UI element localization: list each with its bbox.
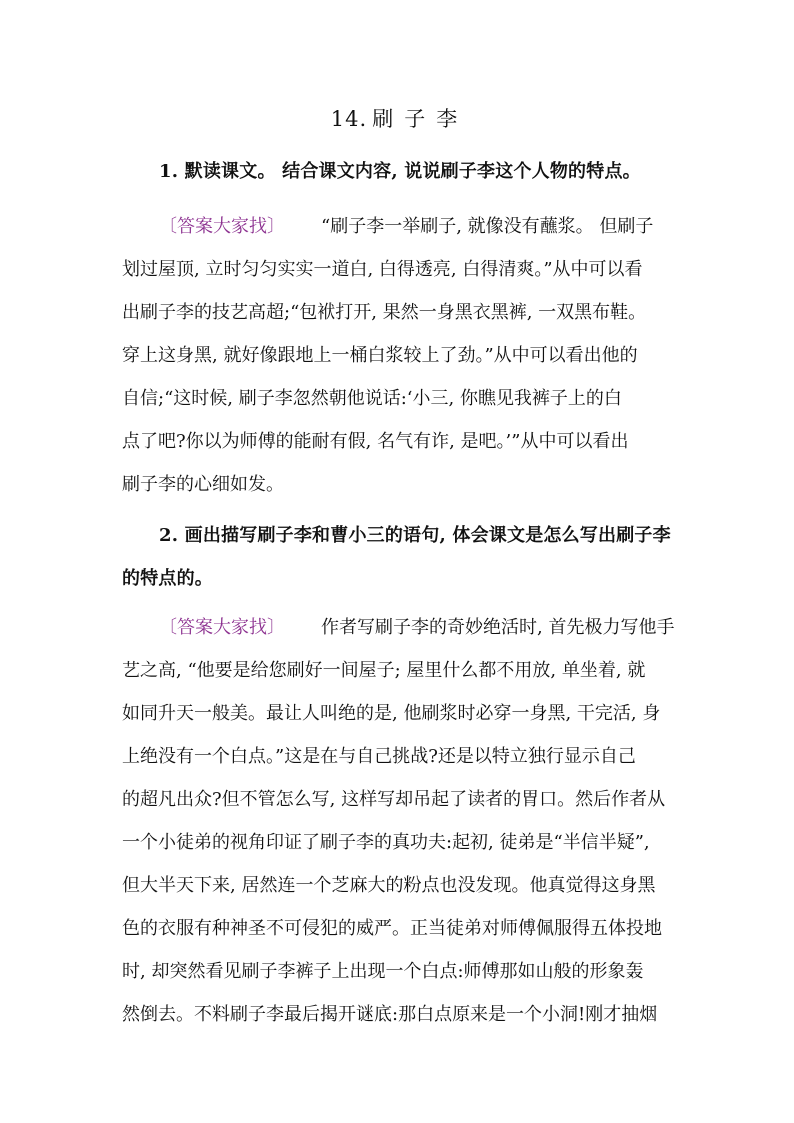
answer-line: 点了吧?你以为师傅的能耐有假, 名气有诈, 是吧。’”从中可以看出 xyxy=(122,431,629,452)
question-line: 2. 画出描写刷子李和曹小三的语句, 体会课文是怎么写出刷子李 xyxy=(159,525,671,546)
answer-tag: 〔答案大家找〕 xyxy=(159,617,285,638)
answer-line: 刷子李的心细如发。 xyxy=(122,474,284,495)
answer-tag: 〔答案大家找〕 xyxy=(159,216,285,237)
answer-line: 时, 却突然看见刷子李裤子上出现一个白点:师傅那如山般的形象轰 xyxy=(122,961,644,982)
answer-line: 自信;“这时候, 刷子李忽然朝他说话:‘小三, 你瞧见我裤子上的白 xyxy=(122,388,622,409)
answer-line: 如同升天一般美。最让人叫绝的是, 他刷浆时必穿一身黑, 干完活, 身 xyxy=(122,703,661,724)
answer-line: 的超凡出众?但不管怎么写, 这样写却吊起了读者的胃口。然后作者从 xyxy=(122,789,666,810)
answer-line: 色的衣服有种神圣不可侵犯的威严。正当徒弟对师傅佩服得五体投地 xyxy=(122,918,662,939)
answer-line: 划过屋顶, 立时匀匀实实一道白, 白得透亮, 白得清爽。”从中可以看 xyxy=(122,259,643,280)
answer-line: 出刷子李的技艺高超;“包袱打开, 果然一身黑衣黑裤, 一双黑布鞋。 xyxy=(122,302,647,323)
title-char: 刷 xyxy=(372,107,395,131)
title-char: 子 xyxy=(404,107,427,131)
answer-line: 但大半天下来, 居然连一个芝麻大的粉点也没发现。他真觉得这身黑 xyxy=(122,875,656,896)
answer-line: 〔答案大家找〕 作者写刷子李的奇妙绝活时, 首先极力写他手 xyxy=(159,617,675,638)
title-number: 14. xyxy=(330,107,368,131)
answer-line: 艺之高, “他要是给您刷好一间屋子; 屋里什么都不用放, 单坐着, 就 xyxy=(122,660,646,681)
answer-1 xyxy=(122,205,682,506)
answer-line: 〔答案大家找〕 “刷子李一举刷子, 就像没有蘸浆。 但刷子 xyxy=(159,216,654,237)
page-title xyxy=(0,103,794,133)
answer-line: 一个小徒弟的视角印证了刷子李的真功夫:起初, 徒弟是“半信半疑”, xyxy=(122,832,650,853)
question-line: 的特点的。 xyxy=(122,568,213,589)
question-1: 1. 默读课文。 结合课文内容, 说说刷子李这个人物的特点。 xyxy=(159,161,641,182)
title-char: 李 xyxy=(436,107,459,131)
question-2 xyxy=(122,514,682,600)
answer-line: 穿上这身黑, 就好像跟地上一桶白浆较上了劲。”从中可以看出他的 xyxy=(122,345,638,366)
answer-line: 上绝没有一个白点。”这是在与自己挑战?还是以特立独行显示自己 xyxy=(122,746,636,767)
answer-line: 然倒去。不料刷子李最后揭开谜底:那白点原来是一个小洞!刚才抽烟 xyxy=(122,1004,658,1025)
answer-2 xyxy=(122,606,682,1036)
